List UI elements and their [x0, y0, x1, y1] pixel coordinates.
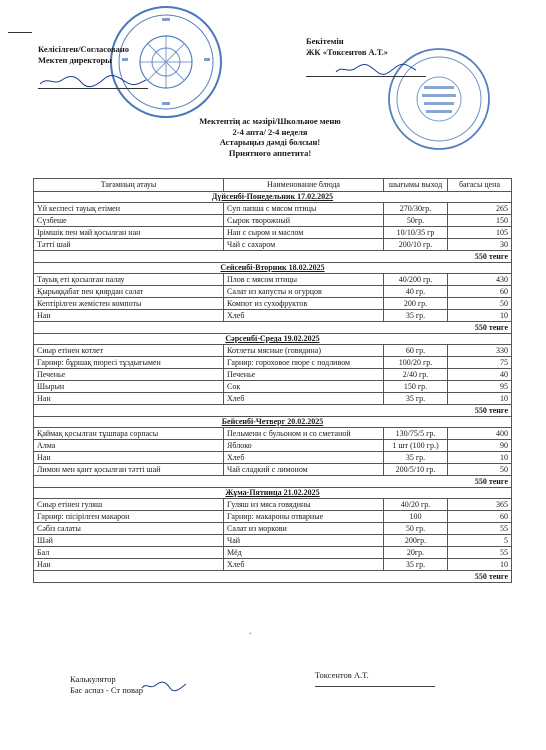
- dish-name-ru: Сок: [224, 381, 384, 393]
- dish-name-kz: Гарнир: бұршақ пюресі тұздығымен: [34, 357, 224, 369]
- table-row: [34, 274, 512, 286]
- title-line-1: Мектептің ас мәзірі/Школьное меню: [199, 116, 341, 126]
- header-price: бағасы цена: [448, 179, 512, 192]
- dish-price: 60: [448, 511, 512, 523]
- dish-price: 10: [448, 559, 512, 571]
- dish-price: 55: [448, 547, 512, 559]
- day-total: 550 тенге: [34, 251, 512, 263]
- school-director-label: Мектеп директоры: [38, 55, 112, 65]
- table-header-row: [34, 179, 512, 192]
- table-row: [34, 369, 512, 381]
- dish-price: 55: [448, 523, 512, 535]
- dish-name-kz: Алма: [34, 440, 224, 452]
- dish-output: 40/20 гр.: [384, 499, 448, 511]
- dish-output: 200/10 гр.: [384, 239, 448, 251]
- dish-name-ru: Плов с мясом птицы: [224, 274, 384, 286]
- dish-name-kz: Гарнир: пісірілген макарон: [34, 511, 224, 523]
- total-row: [34, 571, 512, 583]
- table-row: [34, 286, 512, 298]
- dish-name-kz: Шәй: [34, 535, 224, 547]
- dish-name-kz: Қырыққабат пен қиярдан салат: [34, 286, 224, 298]
- table-row: [34, 464, 512, 476]
- dish-name-ru: Гарнир: гороховое пюре с подливом: [224, 357, 384, 369]
- dish-name-ru: Пельмени с бульоном и со сметаной: [224, 428, 384, 440]
- dish-name-ru: Гарнир: макароны отварные: [224, 511, 384, 523]
- dish-output: 200 гр.: [384, 298, 448, 310]
- dish-name-kz: Қаймақ қосылған тұшпара сорпасы: [34, 428, 224, 440]
- entrepreneur-signature: [306, 62, 426, 77]
- approved-block: [306, 36, 388, 58]
- dish-name-kz: Сиыр етінен гуляш: [34, 499, 224, 511]
- dish-name-ru: Сырок творожный: [224, 215, 384, 227]
- total-row: [34, 405, 512, 417]
- dish-price: 60: [448, 286, 512, 298]
- dish-name-kz: Тәтті шай: [34, 239, 224, 251]
- dish-name-kz: Нан: [34, 559, 224, 571]
- dish-price: 365: [448, 499, 512, 511]
- dish-price: 30: [448, 239, 512, 251]
- table-row: [34, 535, 512, 547]
- table-row: [34, 511, 512, 523]
- day-total: 550 тенге: [34, 405, 512, 417]
- title-line-2: 2-4 апта/ 2-4 неделя: [232, 126, 308, 137]
- dish-price: 50: [448, 464, 512, 476]
- table-row: [34, 499, 512, 511]
- footer-name: Токсентов А.Т.: [315, 670, 369, 680]
- header-ru: Наименование блюда: [224, 179, 384, 192]
- entrepreneur-label: ЖК «Токсентов А.Т.»: [306, 47, 388, 57]
- table-row: [34, 239, 512, 251]
- dish-output: 20гр.: [384, 547, 448, 559]
- dish-name-ru: Чай сладкий с лимоном: [224, 464, 384, 476]
- day-title: Жұма-Пятница 21.02.2025: [34, 488, 512, 499]
- dish-name-ru: Чай: [224, 535, 384, 547]
- dish-output: 270/30гр.: [384, 203, 448, 215]
- signature-scribble: [38, 74, 148, 88]
- dish-price: 40: [448, 369, 512, 381]
- dish-output: 40/200 гр.: [384, 274, 448, 286]
- dish-output: 35 гр.: [384, 452, 448, 464]
- dish-name-kz: Нан: [34, 310, 224, 322]
- dish-price: 330: [448, 345, 512, 357]
- dish-name-ru: Нан с сыром и маслом: [224, 227, 384, 239]
- table-row: [34, 452, 512, 464]
- dish-output: 35 гр.: [384, 310, 448, 322]
- dish-price: 105: [448, 227, 512, 239]
- dish-name-ru: Суп лапша с мясом птицы: [224, 203, 384, 215]
- day-total: 550 тенге: [34, 476, 512, 488]
- day-title: Сейсенбі-Вторник 18.02.2025: [34, 263, 512, 274]
- dish-price: 90: [448, 440, 512, 452]
- dish-price: 430: [448, 274, 512, 286]
- dish-name-kz: Сиыр етінен котлет: [34, 345, 224, 357]
- total-row: [34, 251, 512, 263]
- dish-price: 150: [448, 215, 512, 227]
- dish-name-ru: Гуляш из мяса говядины: [224, 499, 384, 511]
- dish-name-kz: Нан: [34, 452, 224, 464]
- header-output: шығымы выход: [384, 179, 448, 192]
- dish-output: 100: [384, 511, 448, 523]
- table-row: [34, 381, 512, 393]
- dish-output: 35 гр.: [384, 559, 448, 571]
- dish-name-kz: Нан: [34, 393, 224, 405]
- dish-price: 400: [448, 428, 512, 440]
- table-row: [34, 203, 512, 215]
- table-row: [34, 357, 512, 369]
- approve-label: Бекітемін: [306, 36, 344, 46]
- dish-price: 50: [448, 298, 512, 310]
- top-rule: [8, 32, 32, 33]
- dish-name-kz: Лимон мен қант қосылған тәтті шай: [34, 464, 224, 476]
- header-kz: Тағамның атауы: [34, 179, 224, 192]
- day-total: 550 тенге: [34, 322, 512, 334]
- day-header-row: [34, 192, 512, 203]
- table-row: [34, 310, 512, 322]
- dish-name-kz: Шырын: [34, 381, 224, 393]
- dish-name-kz: Кептірілген жемістен компоты: [34, 298, 224, 310]
- agreed-label: Келісілген/Согласовано: [38, 44, 130, 54]
- dish-price: 10: [448, 452, 512, 464]
- calculator-label: Калькулятор: [70, 674, 116, 684]
- dish-name-ru: Салат из капусты и огурцов: [224, 286, 384, 298]
- dish-name-kz: Тауық еті қосылған палау: [34, 274, 224, 286]
- dish-name-ru: Компот из сухофруктов: [224, 298, 384, 310]
- chef-label: Бас аспаз - Ст повар: [70, 685, 143, 695]
- dish-output: 50гр.: [384, 215, 448, 227]
- day-title: Дүйсенбі-Понедельник 17.02.2025: [34, 192, 512, 203]
- dish-name-ru: Салат из моркови: [224, 523, 384, 535]
- day-title: Бейсенбі-Четверг 20.02.2025: [34, 417, 512, 428]
- dish-output: 200/5/10 гр.: [384, 464, 448, 476]
- menu-table: [33, 178, 512, 583]
- dish-output: 2/40 гр.: [384, 369, 448, 381]
- day-header-row: [34, 263, 512, 274]
- dish-output: 50 гр.: [384, 523, 448, 535]
- dish-name-ru: Хлеб: [224, 559, 384, 571]
- agreed-block: [38, 44, 129, 66]
- day-header-row: [34, 417, 512, 428]
- dish-name-ru: Печенье: [224, 369, 384, 381]
- dish-name-kz: Печенье: [34, 369, 224, 381]
- dish-output: 100/20 гр.: [384, 357, 448, 369]
- dish-output: 40 гр.: [384, 286, 448, 298]
- table-row: [34, 298, 512, 310]
- signature-scribble: [306, 62, 426, 76]
- day-title: Сәрсенбі-Среда 19.02.2025: [34, 334, 512, 345]
- dish-output: 1 шт (100 гр.): [384, 440, 448, 452]
- dish-price: 265: [448, 203, 512, 215]
- total-row: [34, 476, 512, 488]
- dish-price: 5: [448, 535, 512, 547]
- dish-output: 10/10/35 гр: [384, 227, 448, 239]
- footer-left: [70, 674, 143, 696]
- table-row: [34, 345, 512, 357]
- dish-price: 10: [448, 393, 512, 405]
- dish-output: 150 гр.: [384, 381, 448, 393]
- dish-price: 10: [448, 310, 512, 322]
- title-line-3: Астарыңыз дәмді болсын!: [219, 137, 321, 147]
- dish-name-kz: Ірімшік пен май қосылған нан: [34, 227, 224, 239]
- table-row: [34, 440, 512, 452]
- dish-name-ru: Мёд: [224, 547, 384, 559]
- table-row: [34, 559, 512, 571]
- day-header-row: [34, 334, 512, 345]
- day-header-row: [34, 488, 512, 499]
- dish-name-ru: Яблоко: [224, 440, 384, 452]
- day-total: 550 тенге: [34, 571, 512, 583]
- dish-name-ru: Котлеты мясные (говядина): [224, 345, 384, 357]
- chef-signature: [140, 680, 188, 692]
- menu-title: [150, 116, 390, 158]
- dish-name-kz: Бал: [34, 547, 224, 559]
- table-row: [34, 428, 512, 440]
- dish-output: 35 гр.: [384, 393, 448, 405]
- table-row: [34, 227, 512, 239]
- table-row: [34, 523, 512, 535]
- dish-name-ru: Хлеб: [224, 393, 384, 405]
- dish-output: 200гр.: [384, 535, 448, 547]
- dish-price: 75: [448, 357, 512, 369]
- dish-output: 130/75/5 гр.: [384, 428, 448, 440]
- total-row: [34, 322, 512, 334]
- dish-name-kz: Үй кеспесі тауық етімен: [34, 203, 224, 215]
- dish-name-kz: Сүзбеше: [34, 215, 224, 227]
- footer-signature-line: [315, 686, 435, 687]
- dish-output: 60 гр.: [384, 345, 448, 357]
- title-line-4: Приятного аппетита!: [228, 147, 312, 158]
- director-signature: [38, 74, 148, 89]
- dish-name-kz: Сәбіз салаты: [34, 523, 224, 535]
- table-row: [34, 547, 512, 559]
- dish-price: 95: [448, 381, 512, 393]
- page-mark: *: [249, 633, 252, 638]
- dish-name-ru: Хлеб: [224, 310, 384, 322]
- table-row: [34, 215, 512, 227]
- menu-body: [34, 192, 512, 583]
- dish-name-ru: Чай с сахаром: [224, 239, 384, 251]
- table-row: [34, 393, 512, 405]
- dish-name-ru: Хлеб: [224, 452, 384, 464]
